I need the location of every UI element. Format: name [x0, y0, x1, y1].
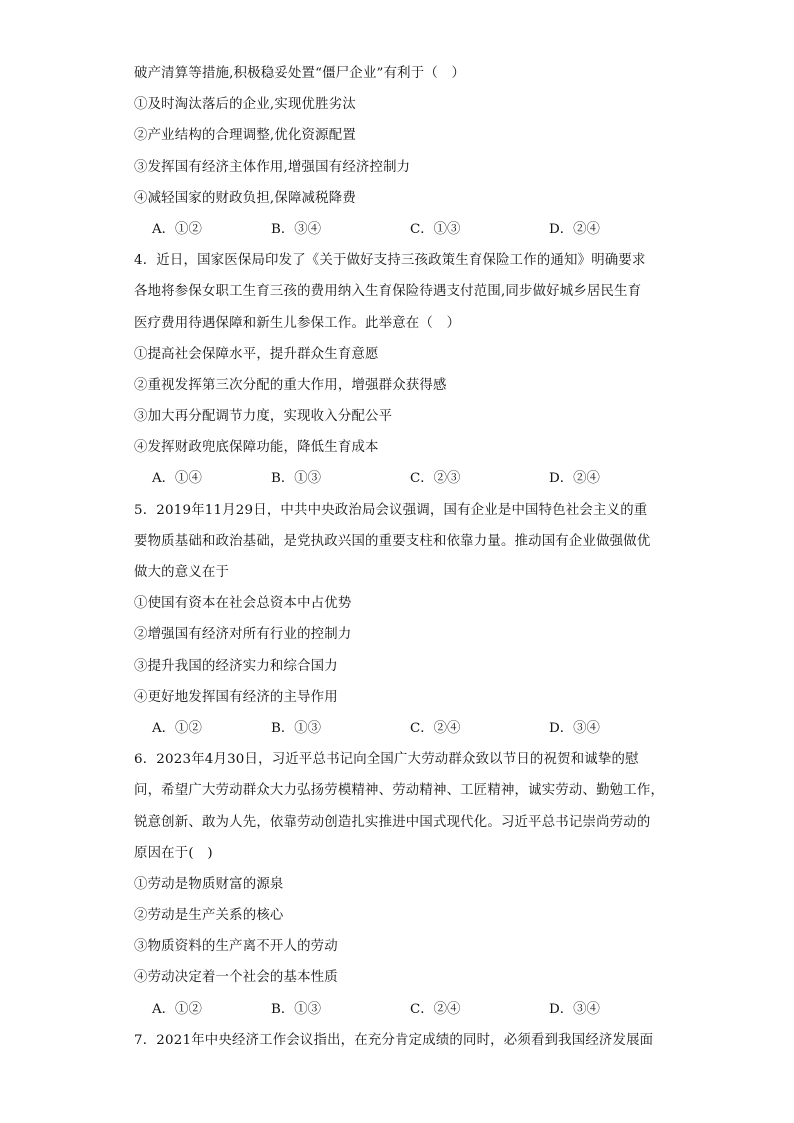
question-6-stem-line-4: 原因在于( ) [134, 845, 213, 861]
answer-choice-c[interactable]: C．②③ [410, 471, 461, 487]
question-5-option-1: ①使国有资本在社会总资本中占优势 [134, 596, 352, 612]
question-4-stem-line-2: 各地将参保女职工生育三孩的费用纳入生育保险待遇支付范围,同步做好城乡居民生育 [134, 284, 642, 300]
question-6 [134, 744, 664, 1025]
question-3-option-3: ③发挥国有经济主体作用,增强国有经济控制力 [134, 159, 411, 175]
question-4-option-4: ④发挥财政兜底保障功能，降低生育成本 [134, 440, 379, 456]
question-3-option-2: ②产业结构的合理调整,优化资源配置 [134, 128, 356, 144]
question-5-option-3: ③提升我国的经济实力和综合国力 [134, 658, 338, 674]
question-3 [134, 58, 664, 245]
question-4-stem-line-1: 4．近日，国家医保局印发了《关于做好支持三孩政策生育保险工作的通知》明确要求 [134, 253, 646, 269]
question-6-option-3: ③物质资料的生产离不开人的劳动 [134, 939, 338, 955]
answer-choice-c[interactable]: C．②④ [410, 1001, 461, 1017]
answer-choice-b[interactable]: B．①③ [271, 720, 322, 736]
question-5-option-4: ④更好地发挥国有经济的主导作用 [134, 689, 338, 705]
question-3-answers [134, 214, 664, 245]
answer-choice-d[interactable]: D．②④ [549, 471, 600, 487]
answer-choice-b[interactable]: B．①③ [271, 1001, 322, 1017]
answer-choice-c[interactable]: C．②④ [410, 720, 461, 736]
question-4 [134, 245, 664, 495]
question-7-stem-line-1: 7．2021年中央经济工作会议指出，在充分肯定成绩的同时，必须看到我国经济发展面 [134, 1032, 654, 1048]
answer-choice-a[interactable]: A．①② [152, 720, 202, 736]
question-5-stem-line-3: 做大的意义在于 [134, 565, 230, 580]
question-3-option-4: ④减轻国家的财政负担,保障减税降费 [134, 190, 356, 206]
question-6-stem-line-2: 问，希望广大劳动群众大力弘扬劳模精神、劳动精神、工匠精神，诚实劳动、勤勉工作， [134, 783, 665, 799]
question-4-option-3: ③加大再分配调节力度，实现收入分配公平 [134, 409, 393, 425]
answer-choice-b[interactable]: B．①③ [271, 471, 322, 487]
question-5-stem-line-2: 要物质基础和政治基础，是党执政兴国的重要支柱和依靠力量。推动国有企业做强做优 [134, 533, 651, 549]
answer-choice-d[interactable]: D．②④ [549, 221, 600, 237]
question-6-answers [134, 994, 664, 1025]
answer-choice-a[interactable]: A．①② [152, 1001, 202, 1017]
question-4-stem-line-3: 医疗费用待遇保障和新生儿参保工作。此举意在（ ） [134, 315, 461, 331]
exam-page [134, 58, 664, 1056]
question-7 [134, 1025, 664, 1056]
answer-choice-a[interactable]: A．①④ [152, 471, 202, 487]
question-4-answers [134, 463, 664, 494]
answer-choice-a[interactable]: A．①② [152, 221, 202, 237]
answer-choice-b[interactable]: B．③④ [271, 221, 322, 237]
question-6-option-2: ②劳动是生产关系的核心 [134, 908, 284, 924]
question-5-option-2: ②增强国有经济对所有行业的控制力 [134, 627, 352, 643]
question-5-answers [134, 713, 664, 744]
question-6-stem-line-3: 锐意创新、敢为人先，依靠劳动创造扎实推进中国式现代化。习近平总书记崇尚劳动的 [134, 814, 651, 830]
question-6-option-4: ④劳动决定着一个社会的基本性质 [134, 970, 338, 986]
answer-choice-d[interactable]: D．③④ [549, 720, 600, 736]
question-4-option-2: ②重视发挥第三次分配的重大作用，增强群众获得感 [134, 377, 447, 393]
question-6-stem-line-1: 6．2023年4月30日，习近平总书记向全国广大劳动群众致以节日的祝贺和诚挚的慰 [134, 752, 639, 768]
question-4-option-1: ①提高社会保障水平，提升群众生育意愿 [134, 346, 379, 362]
question-5 [134, 495, 664, 745]
question-3-option-1: ①及时淘汰落后的企业,实现优胜劣汰 [134, 97, 356, 113]
answer-choice-c[interactable]: C．①③ [410, 221, 461, 237]
question-6-option-1: ①劳动是物质财富的源泉 [134, 876, 284, 892]
answer-choice-d[interactable]: D．③④ [549, 1001, 600, 1017]
question-3-stem: 破产清算等措施,积极稳妥处置“僵尸企业”有利于（ ） [134, 66, 466, 81]
question-5-stem-line-1: 5．2019年11月29日，中共中央政治局会议强调，国有企业是中国特色社会主义的重 [134, 502, 648, 518]
